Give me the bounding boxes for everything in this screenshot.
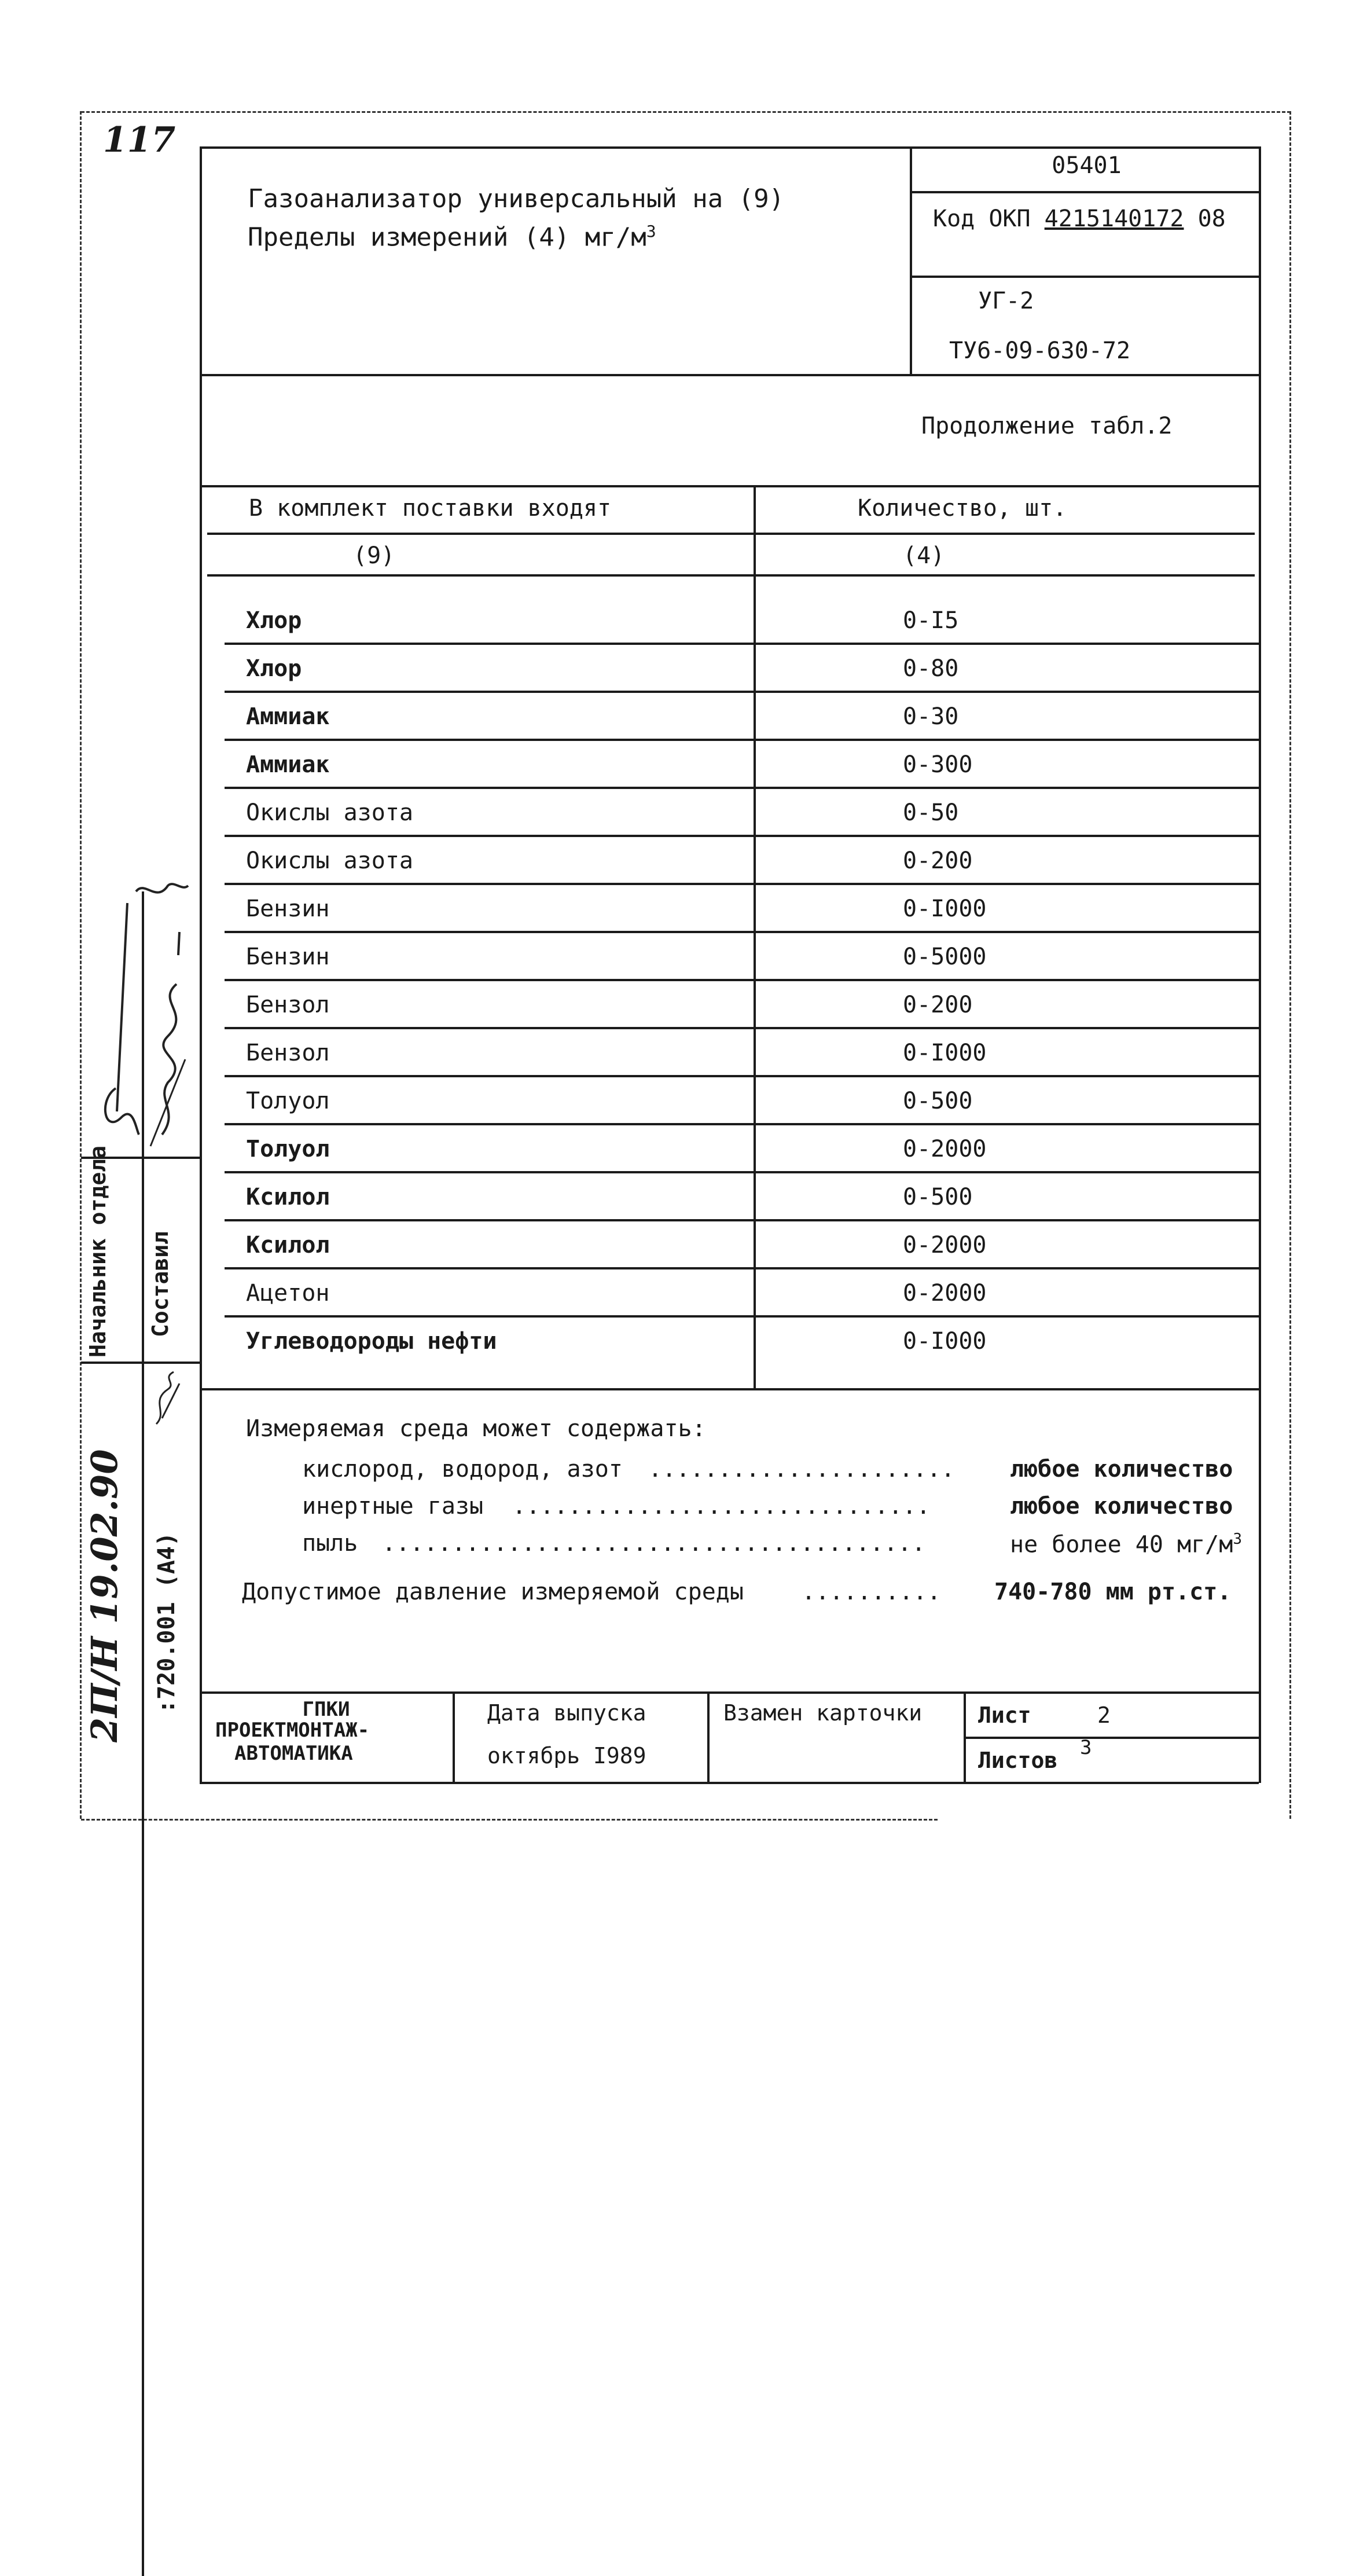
row-name: Ксилол xyxy=(246,1232,330,1258)
row-value: 0-2000 xyxy=(903,1136,987,1162)
note-item-label: кислород, водород, азот xyxy=(302,1456,623,1483)
model-name: УГ-2 xyxy=(978,288,1034,314)
row-line xyxy=(225,1123,1261,1125)
pressure-value: 740-780 мм рт.ст. xyxy=(994,1579,1232,1605)
page-number: 117 xyxy=(103,120,176,160)
row-value: 0-200 xyxy=(903,992,973,1018)
row-name: Углеводороды нефти xyxy=(246,1328,497,1355)
row-value: 0-500 xyxy=(903,1088,973,1114)
row-name: Толуол xyxy=(246,1088,330,1114)
form-right-border xyxy=(1259,146,1261,1783)
row-value: 0-500 xyxy=(903,1184,973,1210)
row-name: Хлор xyxy=(246,655,302,682)
row-line xyxy=(225,835,1261,837)
col1-header: В комплект поставки входят xyxy=(249,495,612,522)
header-title-text: Пределы измерений (4) мг/м xyxy=(248,222,646,252)
row-name: Аммиак xyxy=(246,703,330,730)
row-value: 0-200 xyxy=(903,847,973,874)
sheet-label: Лист xyxy=(978,1702,1031,1728)
header-code-line xyxy=(912,191,1259,193)
row-value: 0-30 xyxy=(903,703,959,730)
row-value: 0-2000 xyxy=(903,1280,987,1307)
footer-divider-2 xyxy=(707,1691,710,1782)
row-name: Ксилол xyxy=(246,1184,330,1210)
col1-number: (9) xyxy=(353,542,395,569)
row-name: Окислы азота xyxy=(246,847,413,874)
org-line2: ПРОЕКТМОНТАЖ- xyxy=(215,1719,370,1742)
row-value: 0-I000 xyxy=(903,896,987,922)
pressure-label: Допустимое давление измеряемой среды xyxy=(242,1579,744,1605)
row-name: Бензин xyxy=(246,944,330,970)
row-line xyxy=(225,931,1261,933)
table-header-line xyxy=(207,533,1255,535)
header-divider xyxy=(910,146,912,375)
note-item-dots: ....................................... xyxy=(382,1530,926,1557)
sheet-value: 2 xyxy=(1097,1702,1111,1728)
header-okp-line xyxy=(912,276,1259,278)
note-item-value xyxy=(1010,1532,1242,1556)
top-dashed-border xyxy=(81,111,1291,113)
okp-suffix: 08 xyxy=(1197,206,1226,232)
footer-bottom-line xyxy=(200,1782,1259,1784)
col2-number: (4) xyxy=(903,542,945,569)
header-bottom-line xyxy=(200,374,1259,376)
row-name: Бензин xyxy=(246,896,330,922)
notes-heading: Измеряемая среда может содержать: xyxy=(246,1415,706,1442)
row-value: 0-I000 xyxy=(903,1040,987,1066)
row-name: Бензол xyxy=(246,992,330,1018)
org-line1: ГПКИ xyxy=(302,1698,350,1721)
registration-stamp: 2П/Н 19.02.90 xyxy=(83,1449,126,1742)
code-top: 05401 xyxy=(1052,152,1122,179)
note-item-label: пыль xyxy=(302,1530,358,1557)
org-line3: АВТОМАТИКА xyxy=(234,1742,353,1765)
header-title-sup: 3 xyxy=(646,222,656,241)
dust-value-sup: 3 xyxy=(1233,1531,1242,1548)
right-dashed-border xyxy=(1289,111,1291,1819)
table-column-divider xyxy=(754,487,756,1388)
date-label: Дата выпуска xyxy=(487,1700,646,1726)
note-item-label: инертные газы xyxy=(302,1493,484,1520)
form-top-border xyxy=(200,146,1259,149)
note-item-value: любое количество xyxy=(1010,1493,1233,1520)
row-value: 0-2000 xyxy=(903,1232,987,1258)
row-name: Хлор xyxy=(246,607,302,634)
row-line xyxy=(225,691,1261,693)
row-name: Аммиак xyxy=(246,751,330,778)
row-name: Окислы азота xyxy=(246,799,413,826)
sheets-value: 3 xyxy=(1080,1736,1092,1759)
spec-number: ТУ6-09-630-72 xyxy=(949,337,1131,364)
note-item-value: любое количество xyxy=(1010,1456,1233,1483)
row-value: 0-5000 xyxy=(903,944,987,970)
side-label-dept-head: Начальник отдела xyxy=(85,1145,111,1357)
row-name: Толуол xyxy=(246,1136,330,1162)
header-title-line1: Газоанализатор универсальный на (9) xyxy=(248,184,785,214)
okp-prefix: Код ОКП xyxy=(933,206,1031,232)
pressure-dots: .......... xyxy=(802,1579,941,1605)
continuation-label: Продолжение табл.2 xyxy=(921,413,1173,439)
table-top-line xyxy=(200,485,1259,487)
footer-top-line xyxy=(200,1691,1259,1694)
header-title-line2 xyxy=(248,223,656,251)
form-left-border xyxy=(200,146,202,1783)
row-line xyxy=(225,1219,1261,1221)
side-label-compiled: Составил xyxy=(148,1231,173,1337)
row-line xyxy=(225,1315,1261,1318)
notes-top-line xyxy=(200,1388,1259,1390)
row-line xyxy=(225,883,1261,885)
replaces-label: Взамен карточки xyxy=(723,1700,923,1726)
row-name: Бензол xyxy=(246,1040,330,1066)
row-line xyxy=(225,787,1261,789)
date-value: октябрь I989 xyxy=(487,1743,646,1768)
row-line xyxy=(225,1267,1261,1269)
footer-sheet-line xyxy=(964,1737,1259,1739)
row-line xyxy=(225,1171,1261,1173)
footer-divider-1 xyxy=(453,1691,455,1782)
row-name: Ацетон xyxy=(246,1280,330,1307)
row-value: 0-300 xyxy=(903,751,973,778)
row-line xyxy=(225,739,1261,741)
row-value: 0-I000 xyxy=(903,1328,987,1355)
row-line xyxy=(225,643,1261,645)
row-line xyxy=(225,1027,1261,1029)
dust-value-text: не более 40 мг/м xyxy=(1010,1531,1233,1558)
row-value: 0-80 xyxy=(903,655,959,682)
doc-code: :720.001 (А4) xyxy=(153,1532,180,1713)
sheets-label: Листов xyxy=(978,1748,1058,1773)
row-value: 0-I5 xyxy=(903,607,959,634)
small-signature xyxy=(145,1366,191,1430)
bottom-dashed-border xyxy=(81,1819,938,1821)
note-item-dots: ...................... xyxy=(648,1456,955,1483)
okp-code xyxy=(933,207,1226,230)
table-subheader-line xyxy=(207,574,1255,577)
row-value: 0-50 xyxy=(903,799,959,826)
signature-scribbles xyxy=(81,868,200,1158)
row-line xyxy=(225,979,1261,981)
row-line xyxy=(225,1075,1261,1077)
side-stamp-bottom xyxy=(81,1362,200,1364)
col2-header: Количество, шт. xyxy=(858,495,1067,522)
note-item-dots: .............................. xyxy=(512,1493,931,1520)
okp-number: 4215140172 xyxy=(1044,206,1184,232)
